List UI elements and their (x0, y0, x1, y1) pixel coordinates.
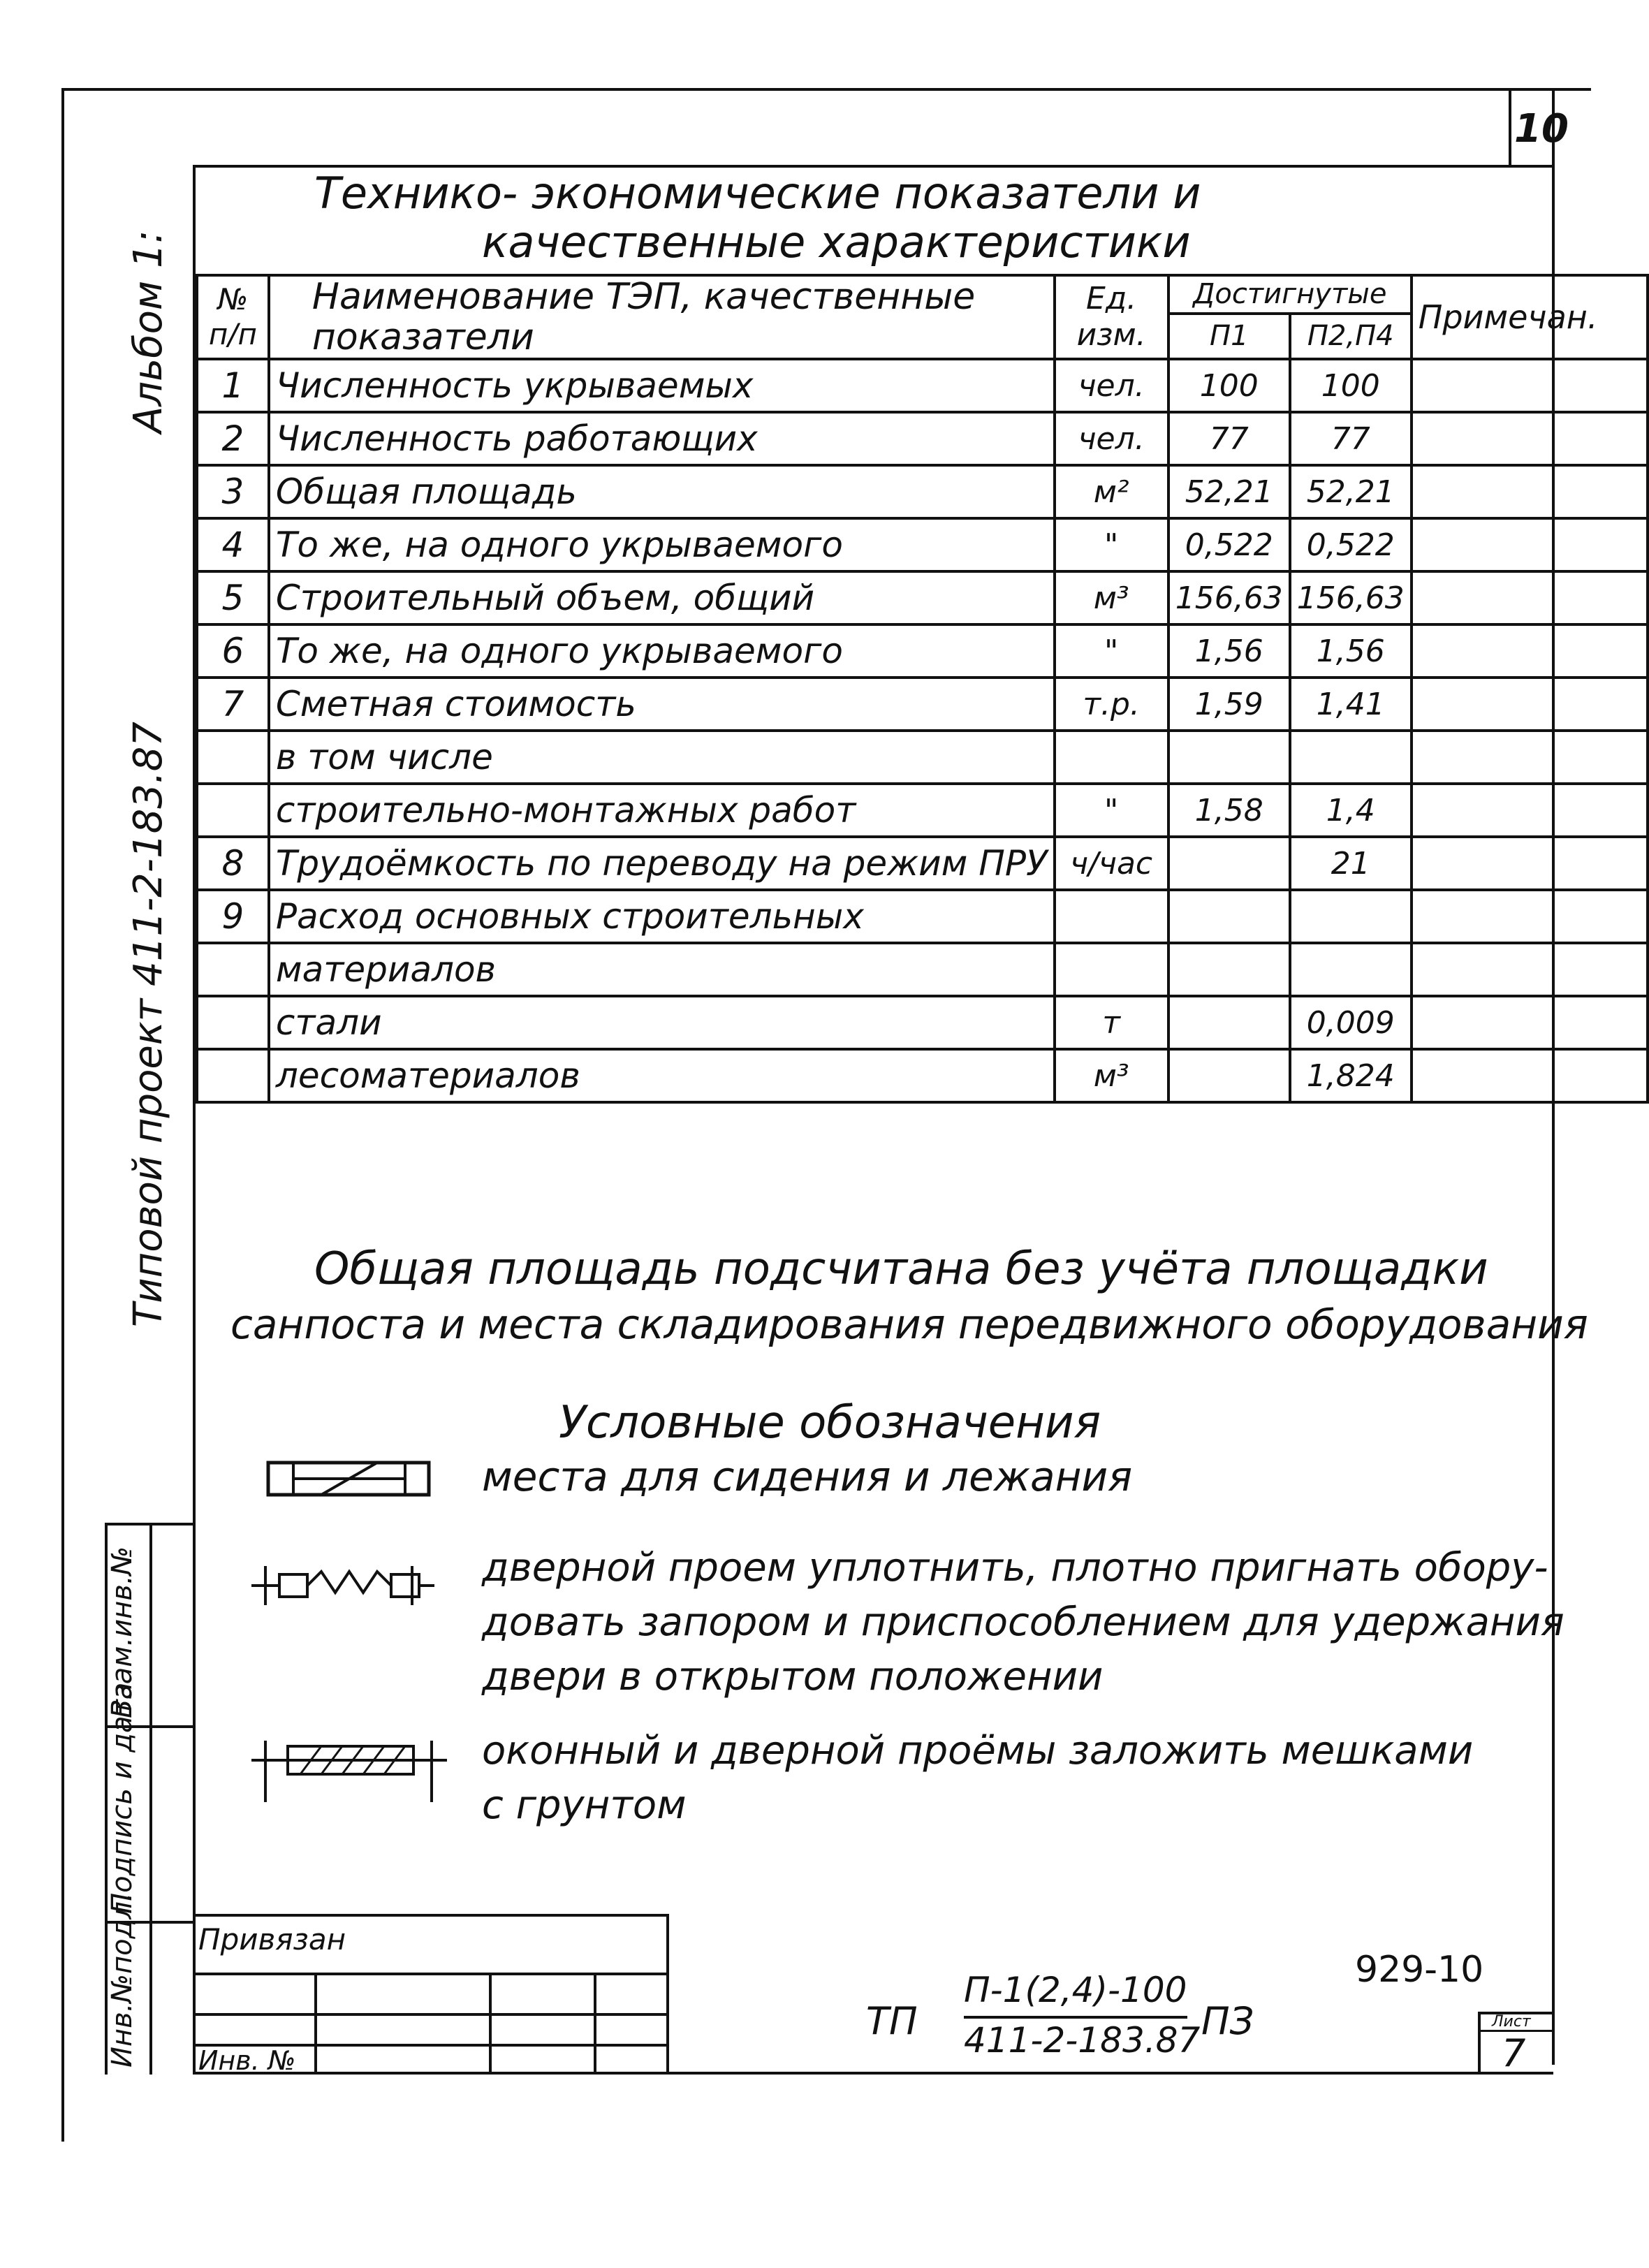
header-unit: Ед. изм. (1055, 275, 1168, 359)
legend-text-3b: с грунтом (482, 1783, 687, 1828)
row-unit: чел. (1055, 359, 1168, 412)
row-p1: 1,59 (1168, 678, 1290, 731)
stamp-doc-bottom: 411-2-183.87 (964, 2020, 1201, 2061)
stamp-vline1 (314, 1973, 317, 2075)
legend-text-1: места для сидения и лежания (482, 1453, 1133, 1500)
row-unit (1055, 731, 1168, 784)
row-name: в том числе (269, 731, 1055, 784)
row-unit: т.р. (1055, 678, 1168, 731)
row-num (197, 943, 269, 996)
stamp-vline3 (594, 1973, 596, 2075)
row-p2: 1,56 (1290, 624, 1412, 678)
row-p1: 1,56 (1168, 624, 1290, 678)
row-name: Численность укрываемых (269, 359, 1055, 412)
stamp-code: 929-10 (1355, 1949, 1484, 1991)
margin-album: Альбом 1: (126, 230, 171, 433)
row-p2: 77 (1290, 412, 1412, 465)
row-name: Трудоёмкость по переводу на режим ПРУ (269, 837, 1055, 890)
row-p2: 52,21 (1290, 465, 1412, 518)
stamp-bound-label: Привязан (198, 1922, 346, 1956)
row-p1: 100 (1168, 359, 1290, 412)
row-p1: 0,522 (1168, 518, 1290, 571)
row-p1 (1168, 1049, 1290, 1102)
row-note (1412, 890, 1648, 943)
stamp-row2 (193, 2013, 668, 2016)
row-note (1412, 465, 1648, 518)
row-p2: 100 (1290, 359, 1412, 412)
sheet-box-left (1509, 88, 1511, 166)
row-note (1412, 359, 1648, 412)
table-row (197, 731, 1648, 784)
page-title-line2: качественные характеристики (482, 217, 1191, 268)
row-note (1412, 1049, 1648, 1102)
row-p2: 1,41 (1290, 678, 1412, 731)
row-p1 (1168, 943, 1290, 996)
row-p2 (1290, 890, 1412, 943)
row-p2: 1,824 (1290, 1049, 1412, 1102)
row-unit: " (1055, 784, 1168, 837)
table-row (197, 1049, 1648, 1102)
row-num: 9 (197, 890, 269, 943)
row-p1 (1168, 731, 1290, 784)
stamp-sheet-box-left (1478, 2012, 1481, 2075)
row-note (1412, 518, 1648, 571)
row-name: То же, на одного укрываемого (269, 624, 1055, 678)
frame-top (61, 88, 1591, 91)
table-row (197, 996, 1648, 1049)
row-name: Общая площадь (269, 465, 1055, 518)
table-row (197, 518, 1648, 571)
row-unit: т (1055, 996, 1168, 1049)
header-p2p4: П2,П4 (1290, 314, 1412, 359)
header-name: Наименование ТЭП, качественные показатели (269, 275, 1055, 359)
stamp-col-podpis: Подпись и дата (106, 1682, 138, 1914)
row-p1: 52,21 (1168, 465, 1290, 518)
tep-table (196, 274, 1649, 1104)
stamp-col-top (105, 1523, 194, 1526)
legend-title: Условные обозначения (559, 1397, 1101, 1449)
row-p2: 1,4 (1290, 784, 1412, 837)
header-achieved: Достигнутые (1168, 275, 1412, 314)
seat-bench-icon (265, 1453, 433, 1502)
row-num: 3 (197, 465, 269, 518)
header-p1: П1 (1168, 314, 1290, 359)
row-p1: 156,63 (1168, 571, 1290, 624)
row-unit: чел. (1055, 412, 1168, 465)
row-num: 1 (197, 359, 269, 412)
stamp-col-vzam: Взам.инв.№ (106, 1546, 138, 1718)
row-name: То же, на одного укрываемого (269, 518, 1055, 571)
row-note (1412, 784, 1648, 837)
row-name: лесоматериалов (269, 1049, 1055, 1102)
row-p2 (1290, 731, 1412, 784)
legend-text-2c: двери в открытом положении (482, 1654, 1104, 1699)
row-note (1412, 412, 1648, 465)
stamp-doc-suffix: ПЗ (1201, 1999, 1254, 2043)
row-p2 (1290, 943, 1412, 996)
row-num: 4 (197, 518, 269, 571)
row-p1 (1168, 890, 1290, 943)
table-row (197, 837, 1648, 890)
stamp-sheet-value: 7 (1502, 2031, 1526, 2075)
note-line2: санпоста и места складирования передвижного оборудования (230, 1301, 1588, 1348)
stamp-vline2 (489, 1973, 492, 2075)
margin-project: Типовой проект 411-2-183.87 (126, 722, 171, 1327)
row-unit (1055, 943, 1168, 996)
table-row (197, 359, 1648, 412)
row-unit: " (1055, 518, 1168, 571)
row-num: 8 (197, 837, 269, 890)
row-unit: ч/час (1055, 837, 1168, 890)
row-name: Расход основных строительных (269, 890, 1055, 943)
row-note (1412, 624, 1648, 678)
table-row (197, 624, 1648, 678)
row-p2: 21 (1290, 837, 1412, 890)
row-p1 (1168, 996, 1290, 1049)
note-line1: Общая площадь подсчитана без учёта площадки (314, 1243, 1488, 1295)
row-note (1412, 678, 1648, 731)
row-num (197, 1049, 269, 1102)
stamp-col-line-b (149, 1523, 152, 2075)
stamp-row1 (193, 1973, 668, 1975)
row-p2: 0,522 (1290, 518, 1412, 571)
row-unit: м³ (1055, 1049, 1168, 1102)
row-name: Сметная стоимость (269, 678, 1055, 731)
row-note (1412, 996, 1648, 1049)
row-p1: 1,58 (1168, 784, 1290, 837)
row-num: 7 (197, 678, 269, 731)
door-seal-icon (244, 1551, 440, 1620)
page-title-line1: Технико- экономические показатели и (314, 168, 1201, 219)
frame-left-outer (61, 88, 64, 2142)
stamp-sheet-label: Лист (1492, 2013, 1531, 2031)
row-name: стали (269, 996, 1055, 1049)
table-row (197, 784, 1648, 837)
row-num: 5 (197, 571, 269, 624)
row-p1: 77 (1168, 412, 1290, 465)
row-p1 (1168, 837, 1290, 890)
row-num (197, 731, 269, 784)
table-row (197, 571, 1648, 624)
frame-bottom (193, 2072, 1553, 2075)
stamp-doc-top: П-1(2,4)-100 (964, 1970, 1187, 2010)
table-row (197, 465, 1648, 518)
table-row (197, 412, 1648, 465)
table-row (197, 943, 1648, 996)
sandbag-opening-icon (244, 1725, 454, 1809)
row-name: Численность работающих (269, 412, 1055, 465)
legend-text-2a: дверной проем уплотнить, плотно пригнать обору- (482, 1545, 1548, 1590)
row-unit: м³ (1055, 571, 1168, 624)
row-note (1412, 943, 1648, 996)
stamp-doc-prefix: ТП (866, 1999, 918, 2043)
header-num: № п/п (197, 275, 269, 359)
row-name: строительно-монтажных работ (269, 784, 1055, 837)
row-unit: м² (1055, 465, 1168, 518)
row-p2: 0,009 (1290, 996, 1412, 1049)
row-note (1412, 731, 1648, 784)
row-name: Строительный объем, общий (269, 571, 1055, 624)
stamp-doc-fraction (964, 2016, 1187, 2019)
stamp-inv-label: Инв. № (198, 2045, 296, 2076)
stamp-bound-top (193, 1914, 668, 1917)
row-num (197, 996, 269, 1049)
row-p2: 156,63 (1290, 571, 1412, 624)
row-name: материалов (269, 943, 1055, 996)
row-unit: " (1055, 624, 1168, 678)
legend-text-3a: оконный и дверной проёмы заложить мешками (482, 1728, 1474, 1773)
sheet-number: 10 (1514, 106, 1569, 152)
row-unit (1055, 890, 1168, 943)
table-row (197, 890, 1648, 943)
row-note (1412, 837, 1648, 890)
legend-text-2b: довать запором и приспособлением для удержания (482, 1600, 1564, 1645)
row-num: 2 (197, 412, 269, 465)
row-note (1412, 571, 1648, 624)
stamp-col-inv-podl: Инв.№подл. (106, 1892, 138, 2068)
table-row (197, 678, 1648, 731)
row-num: 6 (197, 624, 269, 678)
header-note: Примечан. (1412, 275, 1648, 359)
row-num (197, 784, 269, 837)
stamp-bound-right (666, 1914, 669, 2075)
